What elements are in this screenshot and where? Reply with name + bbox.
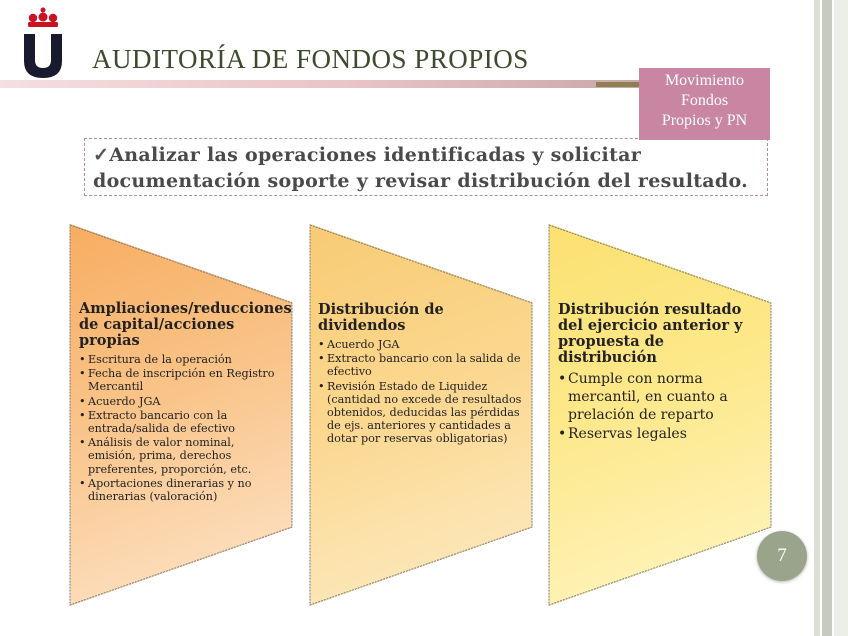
- frame-stripe: [814, 0, 820, 636]
- callout-line: documentación soporte y revisar distribución del resultado.: [93, 170, 749, 192]
- title-underline: [0, 80, 640, 88]
- section-label-line: Propios y PN: [661, 112, 748, 129]
- panel-list: [318, 338, 528, 446]
- list-item: • Cumple con norma mercantil, en cuanto a prelación de reparto: [558, 370, 763, 424]
- page-number-badge: 7: [757, 531, 807, 581]
- university-logo: [22, 6, 64, 78]
- list-item: • Extracto bancario con la salida de efectivo: [318, 352, 528, 378]
- panel-list: [79, 353, 282, 503]
- callout-line: [93, 142, 759, 168]
- list-item: • Revisión Estado de Liquidez (cantidad no excede de resultados obtenidos, deducidas las pérdidas de ejs. anteriores y cantidades a dotar por reservas obligatorias): [318, 380, 528, 446]
- list-item: • Reservas legales: [558, 425, 763, 443]
- section-label: [639, 68, 770, 140]
- callout-box: [84, 138, 768, 196]
- frame-stripe: [834, 0, 848, 636]
- list-item: • Fecha de inscripción en Registro Mercantil: [79, 367, 282, 393]
- slide-right-frame: [814, 0, 848, 636]
- panel-heading: Distribución de dividendos: [318, 301, 444, 334]
- callout-text: Analizar las operaciones identificadas y solicitar: [109, 144, 642, 166]
- panel-list: [558, 370, 763, 443]
- list-item: • Aportaciones dinerarias y no dinerarias (valoración): [79, 477, 282, 503]
- frame-stripe: [822, 0, 832, 636]
- list-item: • Análisis de valor nominal, emisión, prima, derechos preferentes, proporción, etc.: [79, 436, 282, 476]
- list-item: • Acuerdo JGA: [318, 338, 528, 351]
- list-item: • Escritura de la operación: [79, 353, 282, 366]
- panel-heading: Ampliaciones/reducciones de capital/acciones propias: [79, 300, 292, 349]
- list-item: • Acuerdo JGA: [79, 395, 282, 408]
- panel-heading: Distribución resultado del ejercicio anterior y propuesta de distribución: [558, 301, 743, 366]
- slide-title: AUDITORÍA DE FONDOS PROPIOS: [92, 44, 529, 74]
- u-letter-icon: [24, 34, 62, 78]
- panel-result-distribution: [558, 302, 763, 444]
- crown-icon: [28, 8, 58, 28]
- section-label-line: Fondos: [680, 92, 729, 109]
- list-item: • Extracto bancario con la entrada/salida de efectivo: [79, 409, 282, 435]
- check-icon: ✓: [93, 144, 110, 166]
- title-underline-accent: [596, 82, 640, 87]
- section-label-line: Movimiento: [664, 72, 745, 89]
- panel-dividends: [318, 302, 528, 447]
- panel-capital-changes: [79, 300, 292, 504]
